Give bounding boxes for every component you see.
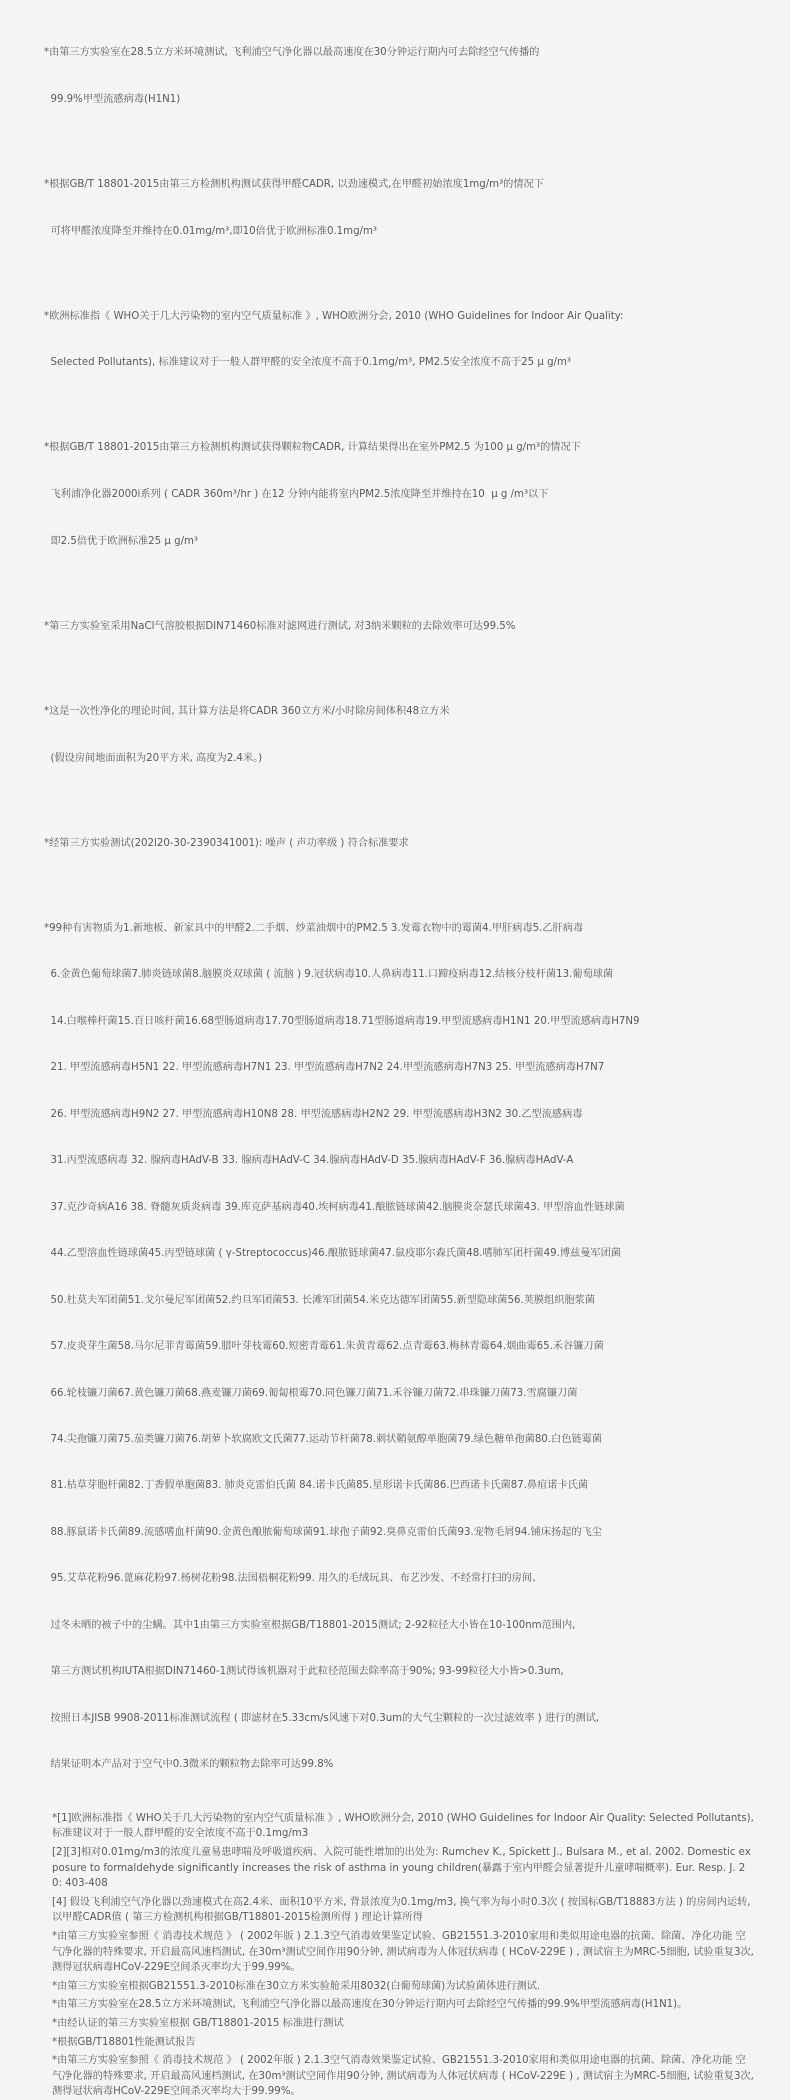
reference-asthma-study: [2][3]相对0.01mg/m3的浓度儿童易患哮喘及呼吸道疾病、入院可能性增加的出处为: Rumchev K., Spickett J., Bulsara M., et al. 2002. Domestic exposure to formaldehyde significantly increases the risk of asthma in young children(暴露于室内甲醛会显著提升儿童哮喘概率). Eur. Resp. J. 20: 403-408	[52, 1847, 751, 1890]
footnote-theoretical-time: *这是一次性净化的理论时间, 其计算方法是将CADR 360立方米/小时除房间体积48立方米 (假设房间地面面积为20平方米, 高度为2.4米。)	[44, 705, 450, 764]
footnote-formaldehyde-cadr: *根据GB/T 18801-2015由第三方检测机构测试获得甲醛CADR, 以劲速模式,在甲醛初始浓度1mg/m³的情况下 可将甲醛浓度降至并维持在0.01mg/m³,即10倍优于欧洲标准0.1mg/m³	[44, 178, 544, 237]
reference-certified-lab: *由经认证的第三方实验室根据 GB/T18801-2015 标准进行测试	[52, 2017, 344, 2029]
footnote-pm25-cadr: *根据GB/T 18801-2015由第三方检测机构测试获得颗粒物CADR, 计算结果得出在室外PM2.5 为100 μ g/m³的情况下 飞利浦净化器2000i系列 ( CADR 360m³/hr ) 在12 分钟内能将室内PM2.5浓度降至并维持在10 μ g /m³以下 即2.5倍优于欧洲标准25 μ g/m³	[44, 442, 581, 547]
reference-performance-report: *根据GB/T18801性能测试报告	[52, 2036, 196, 2048]
reference-h1n1-test: *由第三方实验室在28.5立方米环境测试, 飞利浦空气净化器以最高速度在30分钟运行期内可去除经空气传播的99.9%甲型流感病毒(H1N1)。	[52, 1999, 688, 2011]
footnote-h1n1: *由第三方实验室在28.5立方米环境测试, 飞利浦空气净化器以最高速度在30分钟运行期内可去除经空气传播的 99.9%甲型流感病毒(H1N1)	[44, 47, 540, 105]
footnote-99-substances: *99种有害物质为1.新地板、新家具中的甲醛2.二手烟、炒菜油烟中的PM2.5 3.发霉衣物中的霉菌4.甲肝病毒5.乙肝病毒 6.金黄色葡萄球菌7.肺炎链球菌8.脑膜炎双球菌 ( 流脑 ) 9.冠状病毒10.人鼻病毒11.口蹄疫病毒12.结核分枝杆菌13.葡萄球菌 14.白喉棒杆菌15.百日咳杆菌16.68型肠道病毒17.70型肠道病毒18.71型肠道病毒19.甲型流感病毒H1N1 20.甲型流感病毒H7N9 21. 甲型流感病毒H5N1 22. 甲型流感病毒H7N1 23. 甲型流感病毒H7N2 24.甲型流感病毒H7N3 25. 甲型流感病毒H7N7 26. 甲型流感病毒H9N2 27. 甲型流感病毒H10N8 28. 甲型流感病毒H2N2 29. 甲型流感病毒H3N2 30.乙型流感病毒 31.丙型流感病毒 32. 腺病毒HAdV-B 33. 腺病毒HAdV-C 34.腺病毒HAdV-D 35.腺病毒HAdV-F 36.腺病毒HAdV-A 37.克沙奇病A16 38. 脊髓灰质炎病毒 39.库克萨基病毒40.埃柯病毒41.酿脓链球菌42.脑膜炎奈瑟氏球菌43. 甲型溶血性链球菌 44.乙型溶血性链球菌45.丙型链球菌 ( γ-Streptococcus)46.酿脓链球菌47.鼠疫耶尔森氏菌48.嗜肺军团杆菌49.博兹曼军团菌 50.杜莫夫军团菌51.戈尔曼尼军团菌52.约旦军团菌53. 长滩军团菌54.米克达德军团菌55.新型隐球菌56.荚膜组织胞浆菌 57.皮炎芽生菌58.马尔尼菲青霉菌59.腊叶芽枝霉60.短密青霉61.朱黄青霉62.点青霉63.梅林青霉64.烟曲霉65.禾谷镰刀菌 66.轮枝镰刀菌67.黄色镰刀菌68.燕麦镰刀菌69.匍匐根霉70.同色镰刀菌71.禾谷镰刀菌72.串珠镰刀菌73.雪腐镰刀菌 74.尖孢镰刀菌75.茄类镰刀菌76.胡萝卜软腐欧文氏菌77.运动节杆菌78.刺状鞘氨醇单胞菌79.绿色糖单孢菌80.白色链霉菌 81.枯草芽胞杆菌82.丁香假单胞菌83. 肺炎克雷伯氏菌 84.诺卡氏菌85.星形诺卡氏菌86.巴西诺卡氏菌87.鼻疽诺卡氏菌 88.豚鼠诺卡氏菌89.流感嗜血杆菌90.金黄色酿脓葡萄球菌91.球孢子菌92.臭鼻克雷伯氏菌93.宠物毛屑94.铺床扬起的飞尘 95.艾草花粉96.蓖麻花粉97.杨树花粉98.法国梧桐花粉99. 用久的毛绒玩具、布艺沙发、不经常打扫的房间、 过冬未晒的被子中的尘螨。其中1由第三方实验室根据GB/T18801-2015测试; 2-92粒径大小皆在10-100nm范围内, 第三方测试机构IUTA根据DIN71460-1测试得该机器对于此粒径范围去除率高于90%; 93-99粒径大小皆>0.3um, 按照日本JISB 9908-2011标准测试流程 ( 即滤材在5.33cm/s风速下对0.3um的大气尘颗粒的一次过滤效率 ) 进行的测试, 结果证明本产品对于空气中0.3微米的颗粒物去除率可达99.8%	[44, 922, 640, 1771]
reference-coronavirus-test-repeat: *由第三方实验室参照《 消毒技术规范 》 ( 2002年版 ) 2.1.3空气消毒效果鉴定试验、GB21551.3-2010家用和类似用途电器的抗菌、除菌、净化功能 空气净化器的特殊要求, 开启最高风速档测试, 在30m³测试空间作用90分钟, 测试病毒为人体冠状病毒 ( HCoV-229E ) , 测试宿主为MRC-5细胞, 试验重复3次, 测得冠状病毒HCoV-229E空间杀灭率均大于99.99%。	[52, 2055, 754, 2098]
reference-coronavirus-test: *由第三方实验室参照《 消毒技术规范 》 ( 2002年版 ) 2.1.3空气消毒效果鉴定试验、GB21551.3-2010家用和类似用途电器的抗菌、除菌、净化功能 空气净化器的特殊要求, 开启最高风速档测试, 在30m³测试空间作用90分钟, 测试病毒为人体冠状病毒 ( HCoV-229E ) , 测试宿主为MRC-5细胞, 试验重复3次, 测得冠状病毒HCoV-229E空间杀灭率均大于99.99%。	[52, 1931, 754, 1974]
reference-who-formaldehyde: *[1]欧洲标准指《 WHO关于几大污染物的室内空气质量标准 》, WHO欧洲分会, 2010 (WHO Guidelines for Indoor Air Quality: Selected Pollutants), 标准建议对于一般人群甲醛的安全浓度不高于0.1mg/m3	[52, 1812, 754, 1840]
footnote-noise-test: *经第三方实验测试(202l20-30-2390341001): 噪声 ( 声功率级 ) 符合标准要求	[44, 837, 409, 849]
reference-staphylococcus-test: *由第三方实验室根据GB21551.3-2010标准在30立方米实验舱采用8032(白葡萄球菌)为试验菌体进行测试.	[52, 1980, 541, 1992]
reference-room-calculation: [4] 假设飞利浦空气净化器以劲速模式在高2.4米、面积10平方米, 背景浓度为0.1mg/m3, 换气率为每小时0.3次 ( 按国标GB/T18883方法 ) 的房间内运转, 以甲醛CADR值 ( 第三方检测机构根据GB/T18801-2015检测所得 ) 理论计算所得	[52, 1896, 751, 1924]
footnote-filter-nacl: *第三方实验室采用NaCl气溶胶根据DIN71460标准对滤网进行测试, 对3纳米颗粒的去除效率可达99.5%	[44, 620, 516, 632]
footnote-who-standard: *欧洲标准指《 WHO关于几大污染物的室内空气质量标准 》, WHO欧洲分会, 2010 (WHO Guidelines for Indoor Air Quality: Selected Pollutants), 标准建议对于一般人群甲醛的安全浓度不高于0.1mg/m³, PM2.5安全浓度不高于25 μ g/m³	[44, 310, 624, 369]
